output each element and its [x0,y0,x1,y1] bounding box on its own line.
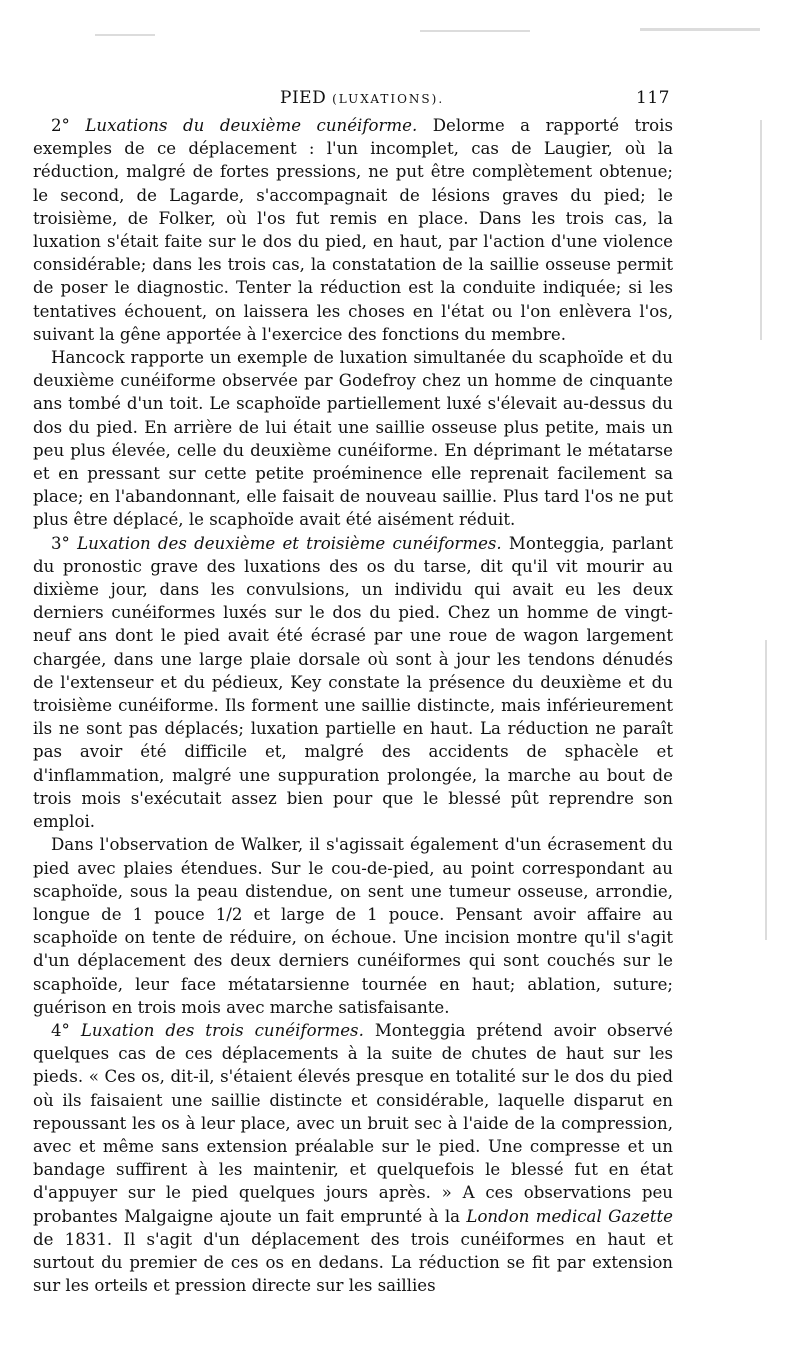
section-heading: Luxations du deuxième cunéiforme. [85,116,418,135]
paragraph-text: Monteggia, parlant du pronostic grave des luxations des os du tarse, dit qu'il vit mourir au dixième jour, dans les convulsions, un individu qui avait eu les deux derniers cunéiformes luxés sur le dos du pied. Chez un homme de vingt-neuf ans dont le pied avait été écrasé par une roue de wagon largement chargée, dans une large plaie dorsale où sont à jour les tendons dénudés de l'extenseur et du pédieux, Key constate la présence du deuxième et du troisième cunéiforme. Ils forment une saillie distincte, mais inférieurement ils ne sont pas déplacés; luxation partielle en haut. La réduction ne paraît pas avoir été difficile et, malgré des accidents de sphacèle et d'inflammation, malgré une suppuration prolongée, la marche au bout de trois mois s'exécutait assez bien pour que le blessé pût reprendre son emploi. [33,533,673,832]
scan-noise [760,120,762,340]
paragraph-walker [33,833,673,1019]
paragraph-second-third-cuneiform [33,532,673,834]
section-number: 2° [51,116,70,135]
running-title-main: PIED [280,88,327,108]
section-heading: Luxation des trois cunéiformes. [80,1020,364,1040]
paragraph-text: de 1831. Il s'agit d'un déplacement des trois cunéiformes en haut et surtout du premier de ces os en dedans. La réduction se fit par extension sur les orteils et pression directe sur les saillies [33,1229,673,1296]
paragraph-hancock [33,346,673,532]
paragraph-second-cuneiform [33,114,673,346]
section-number: 4° [51,1020,70,1040]
scan-noise [640,28,760,31]
section-number: 3° [51,533,70,553]
paragraph-text: Delorme a rapporté trois exemples de ce déplacement : l'un incomplet, cas de Laugier, où la réduction, malgré de fortes pressions, ne put être complètement obtenue; le second, de Lagarde, s'accompagnait de lésions graves du pied; le troisième, de Folker, où l'os fut remis en place. Dans les trois cas, la luxation s'était faite sur le dos du pied, en haut, par l'action d'une violence considérable; dans les trois cas, la constatation de la saillie osseuse permit de poser le diagnostic. Tenter la réduction est la conduite indiquée; si les tentatives échouent, on laissera les choses en l'état ou l'on enlèvera l'os, suivant la gêne apportée à l'exercice des fonctions du membre. [33,116,673,344]
paragraph-text: Monteggia prétend avoir observé quelques cas de ces déplacements à la suite de chutes de haut sur les pieds. « Ces os, dit-il, s'étaient élevés presque en totalité sur le dos du pied où ils faisaient une saillie distincte et considérable, laquelle disparut en repoussant les os à leur place, avec un bruit sec à l'aide de la compression, avec et même sans extension préalable sur le pied. Une compresse et un bandage suffirent à les maintenir, et quelquefois le blessé fut en état d'appuyer sur le pied quelques jours après. » A ces observations peu probantes Malgaigne ajoute un fait emprunté à la [33,1020,674,1226]
scan-noise [765,640,767,940]
scan-noise [95,34,155,36]
paragraph-text: Dans l'observation de Walker, il s'agissait également d'un écrasement du pied avec plaies étendues. Sur le cou-de-pied, au point correspondant au scaphoïde, sous la peau distendue, on sent une tumeur osseuse, arrondie, longue de 1 pouce 1/2 et large de 1 pouce. Pensant avoir affaire au scaphoïde on tente de réduire, on échoue. Une incision montre qu'il s'agit d'un déplacement des deux derniers cunéiformes qui sont couchés sur le scaphoïde, leur face métatarsienne tournée en haut; ablation, suture; guérison en trois mois avec marche satisfaisante. [33,835,673,1017]
paragraph-three-cuneiform [33,1019,673,1297]
running-title-sub: (LUXATIONS). [332,92,445,106]
body-text [33,114,673,1297]
section-heading: Luxation des deuxième et troisième cunéiformes. [77,533,502,553]
journal-title: London medical Gazette [466,1206,673,1226]
running-header [40,88,670,112]
paragraph-text: Hancock rapporte un exemple de luxation simultanée du scaphoïde et du deuxième cunéiforme observée par Godefroy chez un homme de cinquante ans tombé d'un toit. Le scaphoïde partiellement luxé s'élevait au-dessus du dos du pied. En arrière de lui était une saillie osseuse plus petite, mais un peu plus élevée, celle du deuxième cunéiforme. En déprimant le métatarse et en pressant sur cette petite proéminence elle reprenait facilement sa place; en l'abandonnant, elle faisait de nouveau saillie. Plus tard l'os ne put plus être déplacé, le scaphoïde avait été aisément réduit. [33,348,673,530]
running-title [280,88,444,108]
page-number: 117 [636,88,670,108]
scan-noise [420,30,530,32]
